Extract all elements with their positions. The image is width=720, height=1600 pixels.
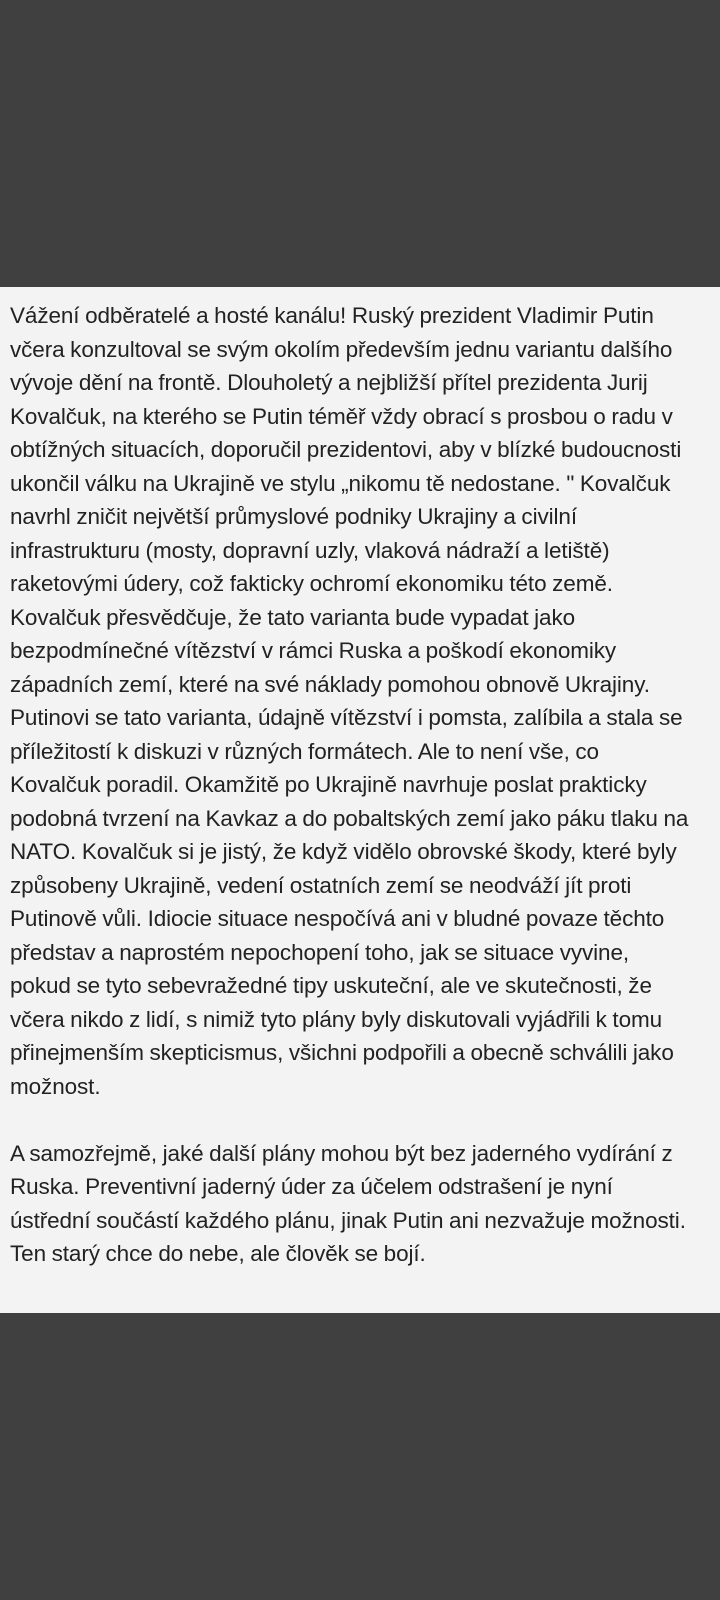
post-text-card xyxy=(0,287,720,1313)
bottom-dark-margin xyxy=(0,1313,720,1600)
post-paragraph-2: A samozřejmě, jaké další plány mohou být bez jaderného vydírání z Ruska. Preventivní jaderný úder za účelem odstrašení je nyní ústřední součástí každého plánu, jinak Putin ani nezvažuje možnosti. Ten starý chce do nebe, ale člověk se bojí. xyxy=(10,1140,686,1266)
top-dark-margin xyxy=(0,0,720,287)
post-paragraph-1: Vážení odběratelé a hosté kanálu! Ruský prezident Vladimir Putin včera konzultoval se svým okolím především jednu variantu dalšího vývoje dění na frontě. Dlouholetý a nejbližší přítel prezidenta Jurij Kovalčuk, na kterého se Putin téměř vždy obrací s prosbou o radu v obtížných situacích, doporučil prezidentovi, aby v blízké budoucnosti ukončil válku na Ukrajině ve stylu „nikomu tě nedostane. " Kovalčuk navrhl zničit největší průmyslové podniky Ukrajiny a civilní infrastrukturu (mosty, dopravní uzly, vlaková nádraží a letiště) raketovými údery, což fakticky ochromí ekonomiku této země. Kovalčuk přesvědčuje, že tato varianta bude vypadat jako bezpodmínečné vítězství v rámci Ruska a poškodí ekonomiky západních zemí, které na své náklady pomohou obnově Ukrajiny. Putinovi se tato varianta, údajně vítězství i pomsta, zalíbila a stala se příležitostí k diskuzi v různých formátech. Ale to není vše, co Kovalčuk poradil. Okamžitě po Ukrajině navrhuje poslat prakticky podobná tvrzení na Kavkaz a do pobaltských zemí jako páku tlaku na NATO. Kovalčuk si je jistý, že když vidělo obrovské škody, které byly způsobeny Ukrajině, vedení ostatních zemí se neodváží jít proti Putinově vůli. Idiocie situace nespočívá ani v bludné povaze těchto představ a naprostém nepochopení toho, jak se situace vyvine, pokud se tyto sebevražedné tipy uskuteční, ale ve skutečnosti, že včera nikdo z lidí, s nimiž tyto plány byly diskutovali vyjádřili k tomu přinejmenším skepticismus, všichni podpořili a obecně schválili jako možnost. xyxy=(10,303,689,1099)
